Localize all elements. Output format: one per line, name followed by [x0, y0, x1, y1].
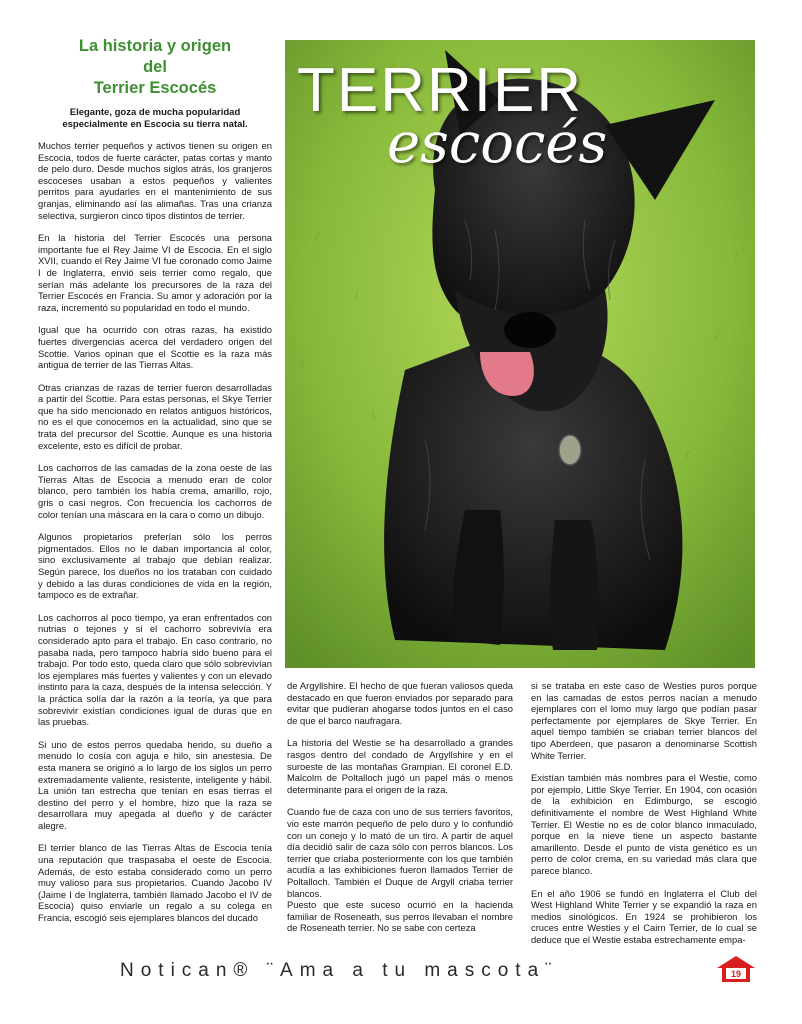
paragraph: Igual que ha ocurrido con otras razas, ha existido fuertes divergencias acerca del verdadero origen del Scottie. Varios opinan que el Scottie es la raza más antigua de terrier de las Tierras Altas. — [38, 324, 272, 371]
paragraph: En el año 1906 se fundó en Inglaterra el Club del West Highland White Terrier y se expandió la raza en medios sinológicos. En 1924 se prohibieron los cruces entre Westies y el Cairn Terrier, de lo cual se deduce que el Westie estaba estrechamente empa- — [531, 887, 757, 945]
paragraph: Otras crianzas de razas de terrier fueron desarrolladas a partir del Scottie. Para estas personas, el Skye Terrier que ha sido mencionado en relatos antiguos históricos, no es el que conocemos en la actualidad, sino que se trata del precursor del Scottie. Aunque es una historia excelente, esto es difícil de probar. — [38, 381, 272, 451]
paragraph: Puesto que este suceso ocurrió en la hacienda familiar de Roseneath, sus perros llevaban el nombre de Roseneath terrier. No se sabe con certeza — [287, 899, 513, 934]
paragraph: El terrier blanco de las Tierras Altas de Escocia tenía una reputación que traspasaba el oeste de Escocia. Además, de esto estaba considerado como un perro muy valioso para sus propietarios. Cuando Jacobo IV (Jaime I de Inglaterra, también llamado Jacobo el IV de Escocia) quiso enviarle un regalo a su colega en Francia, escogió seis ejemplares blancos del ducado — [38, 842, 272, 924]
paragraph: Los cachorros de las camadas de la zona oeste de las Tierras Altas de Escocia a menudo eran de color blanco, pero también los había crema, amarillo, rojo, gris o casi negros. Con frecuencia los cachorros de color tenían una máscara en la cara o como un dibujo. — [38, 462, 272, 520]
page-badge-shape — [716, 955, 756, 983]
article-title — [38, 36, 272, 99]
paragraph: de Argyllshire. El hecho de que fueran valiosos queda destacado en que fueron enviados por separado para evitar que pudieran ahogarse todos juntos en el caso de que el barco naufragara. — [287, 680, 513, 726]
footer-slogan: Notican® ¨Ama a tu mascota¨ — [120, 960, 559, 981]
title-line: del — [143, 58, 167, 76]
paragraph: Algunos propietarios preferían sólo los perros pigmentados. Ellos no le daban importancia al color, sino exclusivamente al trabajo que debían realizar. Según parece, los dueños no los trataban con cuidado y debido a las duras condiciones de vida en la región, tampoco es de extrañar. — [38, 531, 272, 601]
middle-column — [287, 680, 513, 945]
house-page-badge-icon — [716, 955, 756, 983]
left-body — [38, 140, 272, 924]
article-subtitle: Elegante, goza de mucha popularidad especialmente en Escocia su tierra natal. — [62, 107, 248, 130]
title-line: La historia y origen — [78, 37, 232, 55]
photo-title: TERRIER — [297, 56, 584, 125]
paragraph: Existían también más nombres para el Westie, como por ejemplo, Little Skye Terrier. En 1904, con ocasión de la exhibición en Edimburgo, se escogió definitivamente el nombre de West Highland White Terrier. El Westie no es de color blanco inmaculado, porque en la nieve tiene un aspecto bastante amarillento. Desde el punto de vista genético es un perro de color crema, en su variedad más clara que parece blanco. — [531, 772, 757, 876]
paragraph: Muchos terrier pequeños y activos tienen su origen en Escocia, todos de fuerte carácter, patas cortas y manto de pelo duro. Desde muchos siglos atrás, los granjeros escoceses usaban a estos pequeños y valientes perritos para ayudarles en el mantenimiento de sus granjas, eliminando así las alimañas. Tras una crianza selectiva, surgieron cinco tipos distintos de terrier. — [38, 140, 272, 221]
paragraph: Los cachorros al poco tiempo, ya eran enfrentados con nutrias o tejones y si el cachorro sobrevivía era considerado apto para el trabajo. En caso contrario, no pasaba nada, pero tampoco habría sido bueno para el trabajo. Por todo esto, queda claro que sólo sobrevivían los ejemplares más fuertes y valientes y con un elevado instinto para la caza, después de la intensa selección. Y la práctica solía dar la razón a la teoría, ya que para sobrevivir existían condiciones igual de duras que en las pruebas. — [38, 611, 272, 728]
paragraph: La historia del Westie se ha desarrollado a grandes rasgos dentro del condado de Argyllshire y en el suroeste de las montañas Grampian. El coronel E.D. Malcolm de Poltalloch jugó un papel más o menos determinante para el origen de la raza. — [287, 737, 513, 795]
right-column — [531, 680, 757, 956]
left-column — [38, 36, 272, 935]
paragraph: Cuando fue de caza con uno de sus terriers favoritos, vio este marrón pequeño de pelo duro y lo confundió con un conejo y lo mató de un tiro. A partir de aquel día decidió salir de caza sólo con perros blancos. Los terrier que criaba posteriormente con los que también acudía a las exhibiciones fueron llamados Terrier de Poltalloch. También el Duque de Argyll criaba terrier blancos. — [287, 806, 513, 899]
title-line: Terrier Escocés — [93, 79, 217, 97]
paragraph: si se trataba en este caso de Westies puros porque en las camadas de estos perros nacían a menudo ejemplares con el lomo muy largo que podían pasar perfectamente por ejemplares de Skye Terrier. En aquel tiempo también se criaban terrier blancos del tipo Aberdeen, que pasaron a denominarse Scottish White Terrier. — [531, 680, 757, 761]
footer — [0, 960, 802, 990]
photo-subtitle: escocés — [387, 111, 608, 176]
paragraph: Si uno de estos perros quedaba herido, su dueño a menudo lo cosía con aguja e hilo, sin anestesia. De esta manera se originó a lo largo de los siglos un perro extremadamente valiente, resistente, inteligente y hábil. La unión tan estrecha que tenían en esas tierras el destino del perro y el hombre, hizo que la raza se desarrollara muy apegada al dueño y de carácter alegre. — [38, 738, 272, 831]
paragraph: En la historia del Terrier Escocés una persona importante fue el Rey Jaime VI de Escocia. En el siglo XVII, cuando el Rey Jaime VI fue coronado como Jaime I de Inglaterra, envió seis terrier como regalo, que serían más adelante los precursores de la raza del Terrier Escocés en Francia. Su amor y adoración por la raza, incrementó su popularidad en todo el mundo. — [38, 232, 272, 313]
scottish-terrier-photo — [285, 40, 755, 668]
page-number: 19 — [730, 969, 742, 979]
